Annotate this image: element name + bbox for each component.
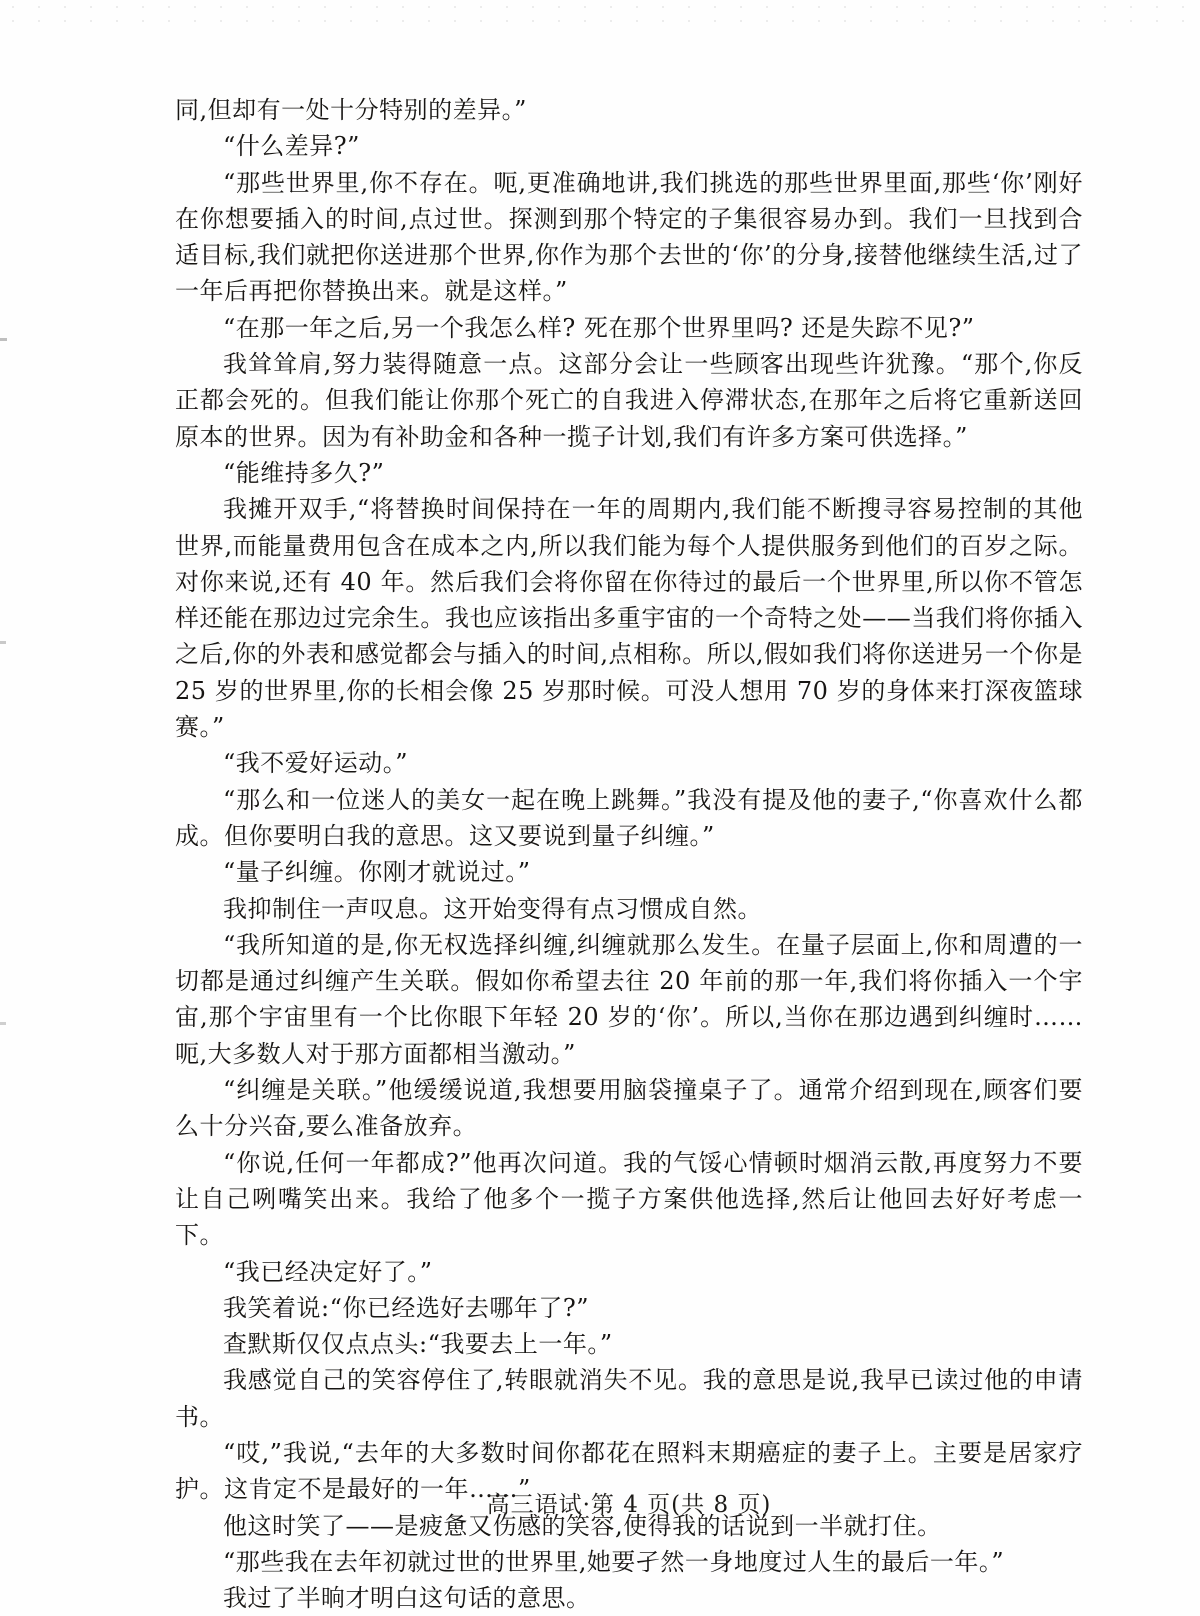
paragraph-18: 我感觉自己的笑容停住了,转眼就消失不见。我的意思是说,我早已读过他的申请书。 xyxy=(175,1366,1083,1431)
scan-noise xyxy=(0,0,1200,30)
paragraph-1: 同,但却有一处十分特别的差异。” xyxy=(175,96,527,124)
paragraph-8: “我不爱好运动。” xyxy=(223,749,409,778)
paragraph-4: “在那一年之后,另一个我怎么样? 死在那个世界里吗? 还是失踪不见?” xyxy=(223,313,975,342)
paragraph-19: “哎,”我说,“去年的大多数时间你都花在照料末期癌症的妻子上。主要是居家疗护。这肯定不是最好的一年……” xyxy=(175,1438,1083,1504)
scan-artifact xyxy=(0,1022,6,1025)
scan-artifact xyxy=(0,338,7,341)
paragraph-11: 我抑制住一声叹息。这开始变得有点习惯成自然。 xyxy=(223,894,762,923)
paragraph-5: 我耸耸肩,努力装得随意一点。这部分会让一些顾客出现些许犹豫。“那个,你反正都会死的。但我们能让你那个死亡的自我进入停滞状态,在那年之后将它重新送回原本的世界。因为有补助金和各种一揽子计划,我们有许多方案可供选择。” xyxy=(175,350,1083,451)
paragraph-14: “你说,任何一年都成?”他再次问道。我的气馁心情顿时烟消云散,再度努力不要让自己咧嘴笑出来。我给了他多个一揽子方案供他选择,然后让他回去好好考虑一下。 xyxy=(175,1148,1083,1250)
paragraph-20: 他这时笑了——是疲惫又伤感的笑容,使得我的话说到一半就打住。 xyxy=(223,1511,942,1540)
paragraph-15: “我已经决定好了。” xyxy=(223,1257,433,1286)
paragraph-17: 查默斯仅仅点点头:“我要去上一年。” xyxy=(223,1330,613,1359)
paragraph-16: 我笑着说:“你已经选好去哪年了?” xyxy=(223,1293,589,1322)
page-footer: 高三语试·第 4 页(共 8 页) xyxy=(486,1492,772,1518)
paragraph-22: 我过了半晌才明白这句话的意思。 xyxy=(223,1584,591,1613)
paragraph-7: 我摊开双手,“将替换时间保持在一年的周期内,我们能不断搜寻容易控制的其他世界,而能量费用包含在成本之内,所以我们能为每个人提供服务到他们的百岁之际。对你来说,还有 40 年。然后我们会将你留在你待过的最后一个世界里,所以你不管怎样还能在那边过完余生。我也应该指出多重宇宙的一个奇特之处——当我们将你插入之后,你的外表和感觉都会与插入的时间,点相称。所以,假如我们将你送进另一个你是 25 岁的世界里,你的长相会像 25 岁那时候。可没人想用 70 岁的身体来打深夜篮球赛。” xyxy=(175,495,1083,742)
paragraph-10: “量子纠缠。你刚才就说过。” xyxy=(223,858,531,887)
paragraph-3: “那些世界里,你不存在。呃,更准确地讲,我们挑选的那些世界里面,那些‘你’刚好在你想要插入的时间,点过世。探测到那个特定的子集很容易办到。我们一旦找到合适目标,我们就把你送进那个世界,你作为那个去世的‘你’的分身,接替他继续生活,过了一年后再把你替换出来。就是这样。” xyxy=(175,168,1083,306)
scan-artifact xyxy=(0,641,6,644)
paragraph-13: “纠缠是关联。”他缓缓说道,我想要用脑袋撞桌子了。通常介绍到现在,顾客们要么十分兴奋,要么准备放弃。 xyxy=(175,1076,1083,1141)
paragraph-6: “能维持多久?” xyxy=(223,458,385,487)
paragraph-12: “我所知道的是,你无权选择纠缠,纠缠就那么发生。在量子层面上,你和周遭的一切都是通过纠缠产生关联。假如你希望去往 20 年前的那一年,我们将你插入一个宇宙,那个宇宙里有一个比你眼下年轻 20 岁的‘你’。所以,当你在那边遇到纠缠时……呃,大多数人对于那方面都相当激动。” xyxy=(175,930,1083,1068)
paragraph-9: “那么和一位迷人的美女一起在晚上跳舞。”我没有提及他的妻子,“你喜欢什么都成。但你要明白我的意思。这又要说到量子纠缠。” xyxy=(175,785,1083,850)
paragraph-2: “什么差异?” xyxy=(223,132,360,161)
paragraph-21: “那些我在去年初就过世的世界里,她要孑然一身地度过人生的最后一年。” xyxy=(223,1547,1005,1576)
reading-passage xyxy=(175,92,1083,1616)
